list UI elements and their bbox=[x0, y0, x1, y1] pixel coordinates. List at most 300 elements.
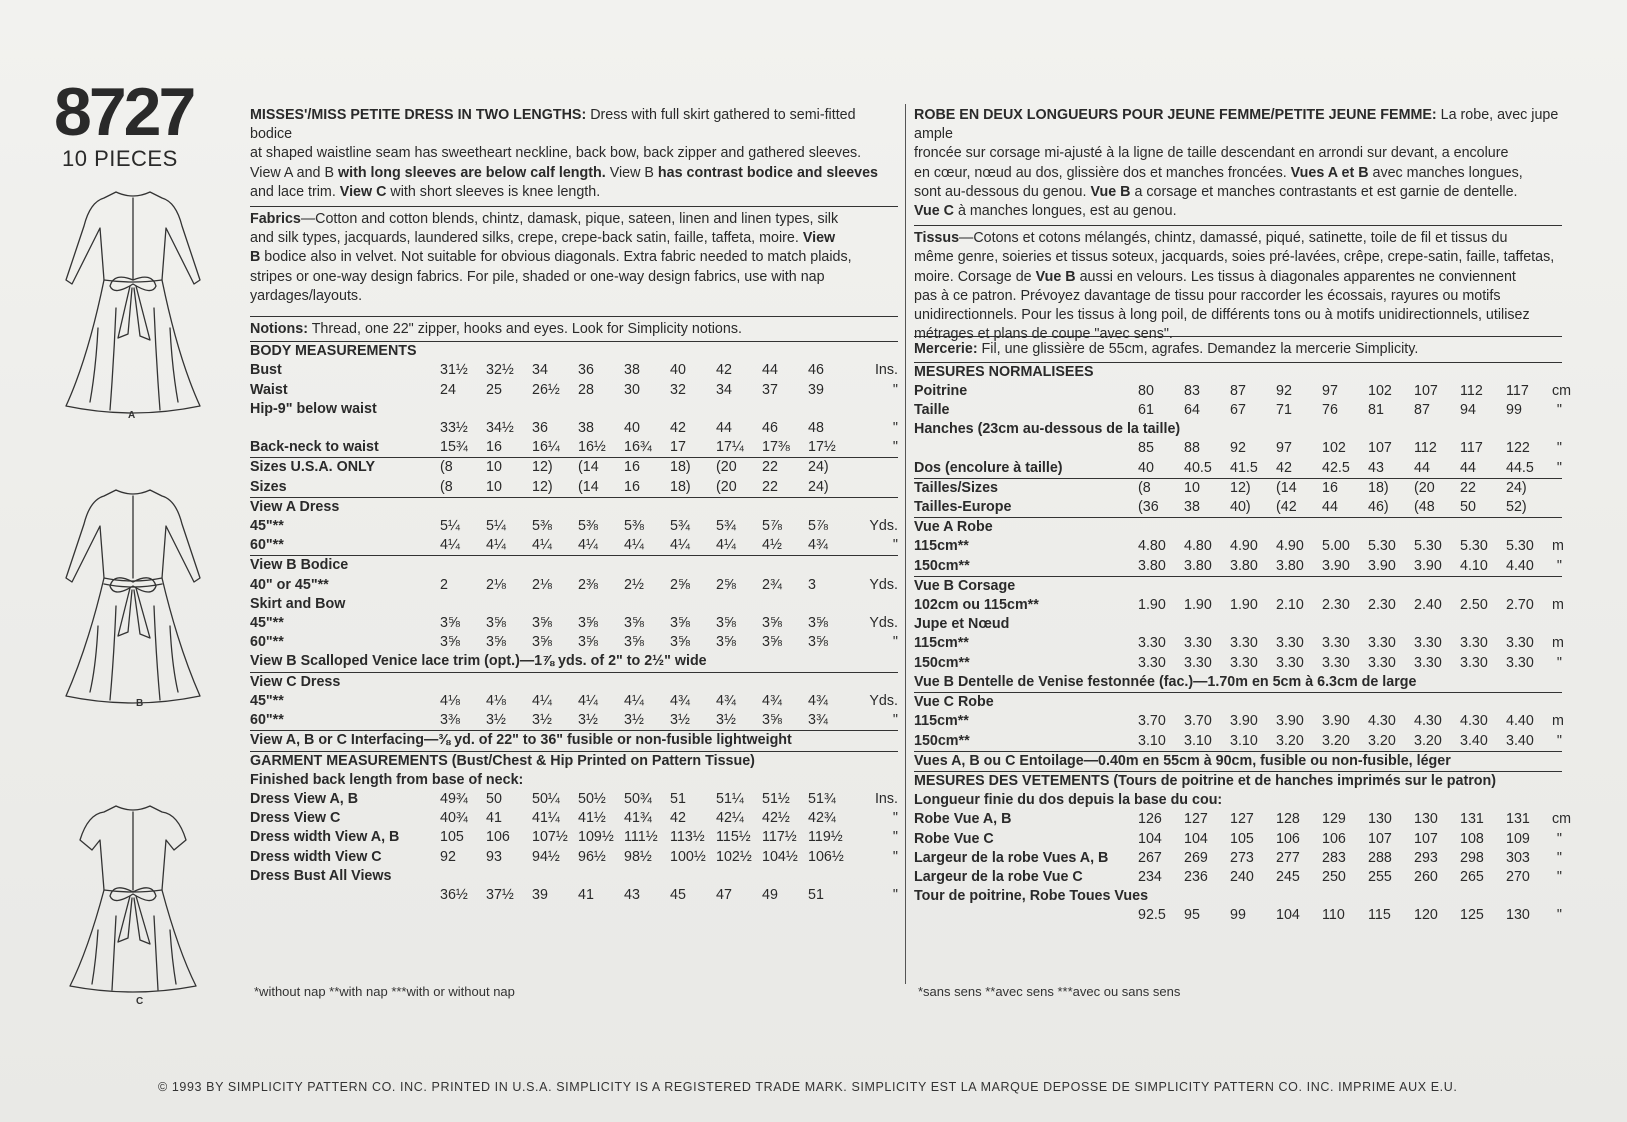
cell-value bbox=[578, 497, 624, 517]
cell-value: 4.30 bbox=[1414, 713, 1442, 730]
table-row bbox=[250, 886, 898, 905]
cell-value: 88 bbox=[1184, 440, 1200, 457]
cell-value: 49¾ bbox=[440, 790, 468, 807]
table-row bbox=[914, 771, 1562, 791]
cell-value bbox=[1184, 615, 1230, 634]
cell-value bbox=[1368, 887, 1414, 906]
table-row bbox=[914, 751, 1562, 771]
cell-value: 104½ bbox=[762, 848, 798, 865]
row-label: Dress width View A, B bbox=[250, 829, 400, 846]
cell-value: 4¼ bbox=[486, 537, 506, 554]
table-row bbox=[914, 868, 1562, 887]
cell-value: 22 bbox=[762, 478, 778, 495]
cell-value: 85 bbox=[1138, 440, 1154, 457]
view-a-illustration bbox=[58, 188, 208, 421]
cell-value: 61 bbox=[1138, 402, 1154, 419]
cell-value: 2.50 bbox=[1460, 597, 1488, 614]
cell-value bbox=[440, 556, 486, 576]
cell-value: 4¾ bbox=[670, 692, 690, 709]
table-row bbox=[250, 361, 898, 380]
unit-label: " bbox=[892, 829, 898, 846]
cell-value bbox=[1184, 576, 1230, 596]
cell-value: 16 bbox=[624, 478, 640, 495]
cell-value: 127 bbox=[1230, 811, 1254, 828]
cell-value: 16 bbox=[486, 439, 502, 456]
table-row bbox=[914, 439, 1562, 458]
cell-value: 3.30 bbox=[1414, 654, 1442, 671]
cell-value: 50½ bbox=[578, 790, 606, 807]
cell-value: 127 bbox=[1184, 811, 1208, 828]
table-row bbox=[250, 751, 898, 771]
cell-value: 2 bbox=[440, 576, 448, 593]
cell-value: 234 bbox=[1138, 868, 1162, 885]
row-label bbox=[250, 886, 440, 905]
cell-value: 3½ bbox=[670, 712, 690, 729]
row-label: Hanches (23cm au-dessous de la taille) bbox=[914, 421, 1181, 438]
cell-value: 4¾ bbox=[808, 692, 828, 709]
cell-value: 51 bbox=[670, 790, 686, 807]
cell-value: 3.80 bbox=[1276, 557, 1304, 574]
cell-value: 24) bbox=[808, 458, 854, 478]
cell-value: 128 bbox=[1276, 811, 1300, 828]
row-label: Waist bbox=[250, 381, 288, 398]
row-label: Tour de poitrine, Robe Toues Vues bbox=[914, 888, 1149, 905]
cell-value bbox=[486, 672, 532, 692]
table-row bbox=[914, 478, 1562, 498]
cell-value: 112 bbox=[1414, 440, 1437, 457]
unit-label: " bbox=[1556, 557, 1562, 574]
view-c-illustration bbox=[58, 800, 208, 1007]
row-label: Robe Vue A, B bbox=[914, 811, 1012, 828]
english-footnote: *without nap **with nap ***with or without nap bbox=[254, 984, 515, 999]
cell-value: 115½ bbox=[716, 829, 751, 846]
cell-value: 44 bbox=[1322, 499, 1338, 516]
cell-value: 64 bbox=[1184, 402, 1200, 419]
row-label: Jupe et Nœud bbox=[914, 616, 1010, 633]
table-row bbox=[914, 634, 1562, 653]
cell-value bbox=[1138, 518, 1184, 538]
cell-value: (36 bbox=[1138, 499, 1159, 516]
cell-value: (8 bbox=[1138, 478, 1184, 498]
pieces-count: 10 PIECES bbox=[62, 146, 178, 171]
cell-value: 130 bbox=[1506, 907, 1530, 924]
cell-value: 2½ bbox=[624, 576, 644, 593]
unit-label bbox=[854, 556, 898, 576]
cell-value: 4.40 bbox=[1506, 713, 1534, 730]
cell-value: 107 bbox=[1414, 382, 1438, 399]
cell-value: 3.30 bbox=[1322, 654, 1350, 671]
cell-value: 22 bbox=[1460, 478, 1506, 498]
english-desc-line: View A and B with long sleeves are below calf length. View B has contrast bodice and sleeves bbox=[250, 164, 879, 181]
cell-value: 107 bbox=[1368, 830, 1392, 847]
cell-value: 3.10 bbox=[1138, 732, 1166, 749]
cell-value: 245 bbox=[1276, 868, 1300, 885]
cell-value: 3⅝ bbox=[486, 634, 506, 651]
cell-value: 50 bbox=[1460, 499, 1476, 516]
row-label: Dress View A, B bbox=[250, 790, 359, 807]
row-label: Vues A, B ou C Entoilage—0.40m en 55cm à 90cm, fusible ou non-fusible, léger bbox=[914, 751, 1562, 771]
cell-value: 104 bbox=[1138, 830, 1162, 847]
view-b-illustration bbox=[58, 486, 208, 709]
cell-value: 3⅝ bbox=[808, 634, 828, 651]
cell-value: 283 bbox=[1322, 849, 1346, 866]
cell-value: 34 bbox=[716, 381, 732, 398]
table-row bbox=[914, 615, 1562, 634]
cell-value: 42 bbox=[1276, 459, 1292, 476]
table-row bbox=[250, 633, 898, 652]
cell-value: 5.30 bbox=[1414, 538, 1442, 555]
cell-value: 4¼ bbox=[624, 537, 644, 554]
unit-label: " bbox=[1556, 732, 1562, 749]
cell-value: 293 bbox=[1414, 849, 1438, 866]
cell-value bbox=[440, 867, 486, 886]
cell-value bbox=[716, 867, 762, 886]
unit-label: Yds. bbox=[869, 615, 898, 632]
cell-value: 3⅜ bbox=[440, 712, 460, 729]
pattern-number: 8727 bbox=[54, 74, 194, 150]
cell-value: 10 bbox=[486, 478, 502, 495]
table-row bbox=[250, 595, 898, 614]
cell-value: 44 bbox=[1460, 459, 1476, 476]
unit-label: " bbox=[892, 381, 898, 398]
english-fabrics: Fabrics—Cotton and cotton blends, chintz, damask, pique, sateen, linen and linen types, silk and silk types, jacquards, laundered silks, crepe, crepe-back satin, faille, taffeta, moire. View B bodice also in velvet. Not suitable for obvious diagonals. Extra fabric needed to match plaids, stripes or one-way design fabrics. For pile, shaded or one-way design fabrics, use with nap yardages/layouts. bbox=[250, 211, 852, 304]
cell-value: 16 bbox=[624, 458, 670, 478]
cell-value bbox=[1460, 518, 1506, 538]
cell-value bbox=[1414, 887, 1460, 906]
row-label: Longueur finie du dos depuis la base du cou: bbox=[914, 792, 1223, 809]
cell-value: 36 bbox=[578, 362, 594, 379]
unit-label bbox=[1552, 887, 1562, 906]
cell-value: 4¼ bbox=[578, 537, 598, 554]
cell-value: 87 bbox=[1414, 402, 1430, 419]
cell-value: 2⅜ bbox=[578, 576, 598, 593]
cell-value: (20 bbox=[1414, 478, 1460, 498]
row-label: Poitrine bbox=[914, 382, 968, 399]
row-label: 102cm ou 115cm** bbox=[914, 597, 1039, 614]
cell-value: 97 bbox=[1322, 382, 1338, 399]
cell-value: 3⅝ bbox=[532, 634, 552, 651]
cell-value: 5¼ bbox=[486, 518, 506, 535]
row-label: Finished back length from base of neck: bbox=[250, 771, 524, 788]
cell-value: 131 bbox=[1506, 811, 1530, 828]
cell-value: 105 bbox=[440, 829, 464, 846]
table-row bbox=[250, 438, 898, 458]
cell-value: 130 bbox=[1414, 811, 1438, 828]
cell-value: 3⅝ bbox=[762, 615, 782, 632]
cell-value: 107 bbox=[1368, 440, 1392, 457]
cell-value: 51¾ bbox=[808, 790, 836, 807]
cell-value: 5¾ bbox=[670, 518, 690, 535]
cell-value: 107½ bbox=[532, 829, 568, 846]
cell-value: 4¾ bbox=[716, 692, 736, 709]
cell-value: 117 bbox=[1506, 382, 1529, 399]
cell-value: 42¼ bbox=[716, 810, 744, 827]
cell-value: 4.40 bbox=[1506, 557, 1534, 574]
view-a-label: A bbox=[128, 410, 136, 421]
cell-value bbox=[808, 497, 854, 517]
cell-value: 40 bbox=[624, 420, 640, 437]
cell-value: 108 bbox=[1460, 830, 1484, 847]
cell-value: 2.40 bbox=[1414, 597, 1442, 614]
row-label: Vue B Corsage bbox=[914, 576, 1138, 596]
cell-value bbox=[670, 497, 716, 517]
cell-value: 102 bbox=[1368, 382, 1392, 399]
cell-value: 125 bbox=[1460, 907, 1484, 924]
cell-value: 102½ bbox=[716, 848, 752, 865]
cell-value: 3.80 bbox=[1184, 557, 1212, 574]
cell-value: 48 bbox=[808, 420, 824, 437]
cell-value: 4¼ bbox=[716, 537, 736, 554]
cell-value bbox=[670, 867, 716, 886]
cell-value: 76 bbox=[1322, 402, 1338, 419]
cell-value: 12) bbox=[532, 478, 553, 495]
cell-value: 298 bbox=[1460, 849, 1484, 866]
cell-value: 42½ bbox=[762, 810, 790, 827]
row-label: 150cm** bbox=[914, 654, 970, 671]
cell-value: 5⅜ bbox=[578, 518, 598, 535]
cell-value: 3.20 bbox=[1368, 732, 1396, 749]
cell-value: 3⅝ bbox=[624, 615, 644, 632]
table-row bbox=[914, 810, 1562, 829]
unit-label bbox=[854, 458, 898, 478]
cell-value: 4.90 bbox=[1276, 538, 1304, 555]
table-row bbox=[250, 809, 898, 828]
french-title: ROBE EN DEUX LONGUEURS POUR JEUNE FEMME/PETITE JEUNE FEMME: bbox=[914, 107, 1437, 123]
english-description: MISSES'/MISS PETITE DRESS IN TWO LENGTHS: Dress with full skirt gathered to semi-fitted bodice at shaped waistline seam has sweetheart neckline, back bow, back zipper and gathered sleeves. View A and B with long sleeves are below calf length. View B has contrast bodice and sleeves and lace trim. View C with short sleeves is knee length. bbox=[250, 107, 879, 200]
cell-value: 95 bbox=[1184, 907, 1200, 924]
cell-value: 31½ bbox=[440, 362, 468, 379]
cell-value: 16 bbox=[1322, 478, 1368, 498]
cell-value: 3⅝ bbox=[624, 634, 644, 651]
unit-label bbox=[854, 478, 898, 498]
cell-value bbox=[808, 400, 854, 419]
cell-value: (8 bbox=[440, 458, 486, 478]
cell-value: 93 bbox=[486, 848, 502, 865]
cell-value: 4¼ bbox=[578, 692, 598, 709]
cell-value: 288 bbox=[1368, 849, 1392, 866]
table-row bbox=[914, 557, 1562, 577]
cell-value: 122 bbox=[1506, 440, 1530, 457]
cell-value: 1.90 bbox=[1230, 597, 1258, 614]
cell-value: (48 bbox=[1414, 499, 1435, 516]
cell-value bbox=[716, 595, 762, 614]
cell-value bbox=[762, 672, 808, 692]
row-label: 45"** bbox=[250, 692, 284, 709]
unit-label: " bbox=[1556, 654, 1562, 671]
row-label: Sizes U.S.A. ONLY bbox=[250, 458, 440, 478]
cell-value: 4¼ bbox=[624, 692, 644, 709]
cell-value: 44.5 bbox=[1506, 459, 1534, 476]
cell-value bbox=[624, 867, 670, 886]
cell-value: 3.90 bbox=[1322, 713, 1350, 730]
cell-value bbox=[1460, 615, 1506, 634]
cell-value: 1.90 bbox=[1138, 597, 1166, 614]
cell-value bbox=[1506, 576, 1552, 596]
cell-value: 15¾ bbox=[440, 439, 468, 456]
table-row bbox=[914, 849, 1562, 868]
body-measurements-heading: BODY MEASUREMENTS bbox=[250, 343, 417, 360]
cell-value: 106 bbox=[1276, 830, 1300, 847]
cell-value: 43 bbox=[1368, 459, 1384, 476]
cell-value: 4¼ bbox=[532, 537, 552, 554]
cell-value: 3.70 bbox=[1138, 713, 1166, 730]
cell-value: 38 bbox=[624, 362, 640, 379]
cell-value: 3.80 bbox=[1138, 557, 1166, 574]
cell-value bbox=[716, 672, 762, 692]
cell-value bbox=[578, 556, 624, 576]
cell-value: 104 bbox=[1276, 907, 1300, 924]
cell-value: 3⅝ bbox=[486, 615, 506, 632]
cell-value: 12) bbox=[532, 458, 578, 478]
cell-value: 3½ bbox=[578, 712, 598, 729]
cell-value: 17¼ bbox=[716, 439, 744, 456]
row-label: 45"** bbox=[250, 615, 284, 632]
cell-value: 102 bbox=[1322, 440, 1346, 457]
table-row bbox=[250, 576, 898, 595]
cell-value bbox=[1184, 518, 1230, 538]
english-measurements-table bbox=[250, 361, 898, 905]
cell-value: 67 bbox=[1230, 402, 1246, 419]
cell-value: 3.30 bbox=[1138, 654, 1166, 671]
row-label: Skirt and Bow bbox=[250, 595, 346, 612]
cell-value: 44 bbox=[1414, 459, 1430, 476]
unit-label: Yds. bbox=[869, 518, 898, 535]
mesures-normalisees-heading: MESURES NORMALISEES bbox=[914, 363, 1094, 380]
table-row bbox=[914, 906, 1562, 925]
unit-label bbox=[854, 867, 898, 886]
cell-value: 236 bbox=[1184, 868, 1208, 885]
cell-value bbox=[1230, 518, 1276, 538]
cell-value: 105 bbox=[1230, 830, 1254, 847]
cell-value: 106½ bbox=[808, 848, 844, 865]
cell-value: 16½ bbox=[578, 439, 606, 456]
dress-back-contrast-bodice-icon bbox=[58, 486, 208, 706]
cell-value: 46) bbox=[1368, 499, 1389, 516]
cell-value: 3.30 bbox=[1414, 635, 1442, 652]
cell-value bbox=[486, 497, 532, 517]
cell-value: 34½ bbox=[486, 420, 514, 437]
cell-value: 18) bbox=[1368, 478, 1414, 498]
cell-value: 37 bbox=[762, 381, 778, 398]
cell-value: 126 bbox=[1138, 811, 1162, 828]
row-label: 150cm** bbox=[914, 557, 970, 574]
cell-value: 3.30 bbox=[1460, 654, 1488, 671]
cell-value: 3⅝ bbox=[670, 634, 690, 651]
unit-label: " bbox=[1556, 402, 1562, 419]
cell-value: 40 bbox=[670, 362, 686, 379]
cell-value: 4.30 bbox=[1368, 713, 1396, 730]
cell-value bbox=[1322, 576, 1368, 596]
cell-value bbox=[1506, 887, 1552, 906]
cell-value bbox=[1322, 518, 1368, 538]
cell-value bbox=[1414, 615, 1460, 634]
cell-value: 3½ bbox=[716, 712, 736, 729]
table-row bbox=[914, 498, 1562, 518]
cell-value: 99 bbox=[1506, 402, 1522, 419]
table-row bbox=[250, 711, 898, 731]
cell-value bbox=[1506, 693, 1552, 713]
cell-value bbox=[1460, 693, 1506, 713]
cell-value bbox=[624, 556, 670, 576]
cell-value: 50¼ bbox=[532, 790, 560, 807]
cell-value: 10 bbox=[1184, 478, 1230, 498]
cell-value bbox=[1184, 693, 1230, 713]
unit-label: Yds. bbox=[869, 692, 898, 709]
cell-value: 3.70 bbox=[1184, 713, 1212, 730]
cell-value bbox=[440, 672, 486, 692]
cell-value: 17 bbox=[670, 439, 686, 456]
cell-value: 51 bbox=[808, 886, 824, 903]
cell-value: 1.90 bbox=[1184, 597, 1212, 614]
cell-value: 37½ bbox=[486, 886, 514, 903]
cell-value: 99 bbox=[1230, 907, 1246, 924]
cell-value: 40 bbox=[1138, 459, 1154, 476]
cell-value: 43 bbox=[624, 886, 640, 903]
french-measurements-table bbox=[914, 382, 1572, 926]
cell-value: 119½ bbox=[808, 829, 843, 846]
row-label: View C Dress bbox=[250, 672, 440, 692]
cell-value: 4.10 bbox=[1460, 557, 1488, 574]
cell-value: 117 bbox=[1460, 440, 1483, 457]
row-label: GARMENT MEASUREMENTS (Bust/Chest & Hip Printed on Pattern Tissue) bbox=[250, 751, 898, 771]
cell-value bbox=[486, 556, 532, 576]
cell-value: 265 bbox=[1460, 868, 1484, 885]
table-row bbox=[250, 419, 898, 438]
table-row bbox=[914, 830, 1562, 849]
row-label: View A Dress bbox=[250, 497, 440, 517]
cell-value: 3.30 bbox=[1322, 635, 1350, 652]
cell-value: 34 bbox=[532, 362, 548, 379]
table-row bbox=[250, 692, 898, 711]
table-row bbox=[250, 828, 898, 847]
cell-value bbox=[1368, 518, 1414, 538]
cell-value: 98½ bbox=[624, 848, 652, 865]
cell-value: 97 bbox=[1276, 440, 1292, 457]
row-label: 115cm** bbox=[914, 635, 969, 652]
cell-value bbox=[762, 400, 808, 419]
cell-value bbox=[1368, 615, 1414, 634]
unit-label: " bbox=[892, 810, 898, 827]
dress-back-long-sleeve-icon bbox=[58, 188, 208, 416]
row-label: MESURES DES VETEMENTS (Tours de poitrine et de hanches imprimés sur le patron) bbox=[914, 771, 1562, 791]
row-label bbox=[250, 419, 440, 438]
unit-label: " bbox=[1556, 459, 1562, 476]
row-label: 60"** bbox=[250, 537, 284, 554]
cell-value: 3.30 bbox=[1138, 635, 1166, 652]
cell-value: 92.5 bbox=[1138, 907, 1166, 924]
row-label: Largeur de la robe Vue C bbox=[914, 868, 1083, 885]
cell-value: 3⅝ bbox=[762, 712, 782, 729]
cell-value bbox=[1368, 693, 1414, 713]
cell-value: 38 bbox=[578, 420, 594, 437]
cell-value: 3½ bbox=[624, 712, 644, 729]
cell-value: (14 bbox=[578, 458, 624, 478]
row-label: Hip-9" below waist bbox=[250, 400, 377, 417]
cell-value bbox=[1414, 693, 1460, 713]
cell-value bbox=[486, 867, 532, 886]
cell-value bbox=[440, 595, 486, 614]
row-label: Vue B Dentelle de Venise festonnée (fac.)—1.70m en 5cm à 6.3cm de large bbox=[914, 673, 1417, 690]
cell-value: 3.30 bbox=[1460, 635, 1488, 652]
table-row bbox=[914, 673, 1562, 693]
table-row bbox=[914, 887, 1562, 906]
cell-value bbox=[1414, 518, 1460, 538]
row-label bbox=[914, 906, 1138, 925]
cell-value: 5⅞ bbox=[762, 518, 782, 535]
cell-value bbox=[808, 595, 854, 614]
unit-label: m bbox=[1552, 713, 1564, 730]
cell-value: 3.30 bbox=[1184, 635, 1212, 652]
